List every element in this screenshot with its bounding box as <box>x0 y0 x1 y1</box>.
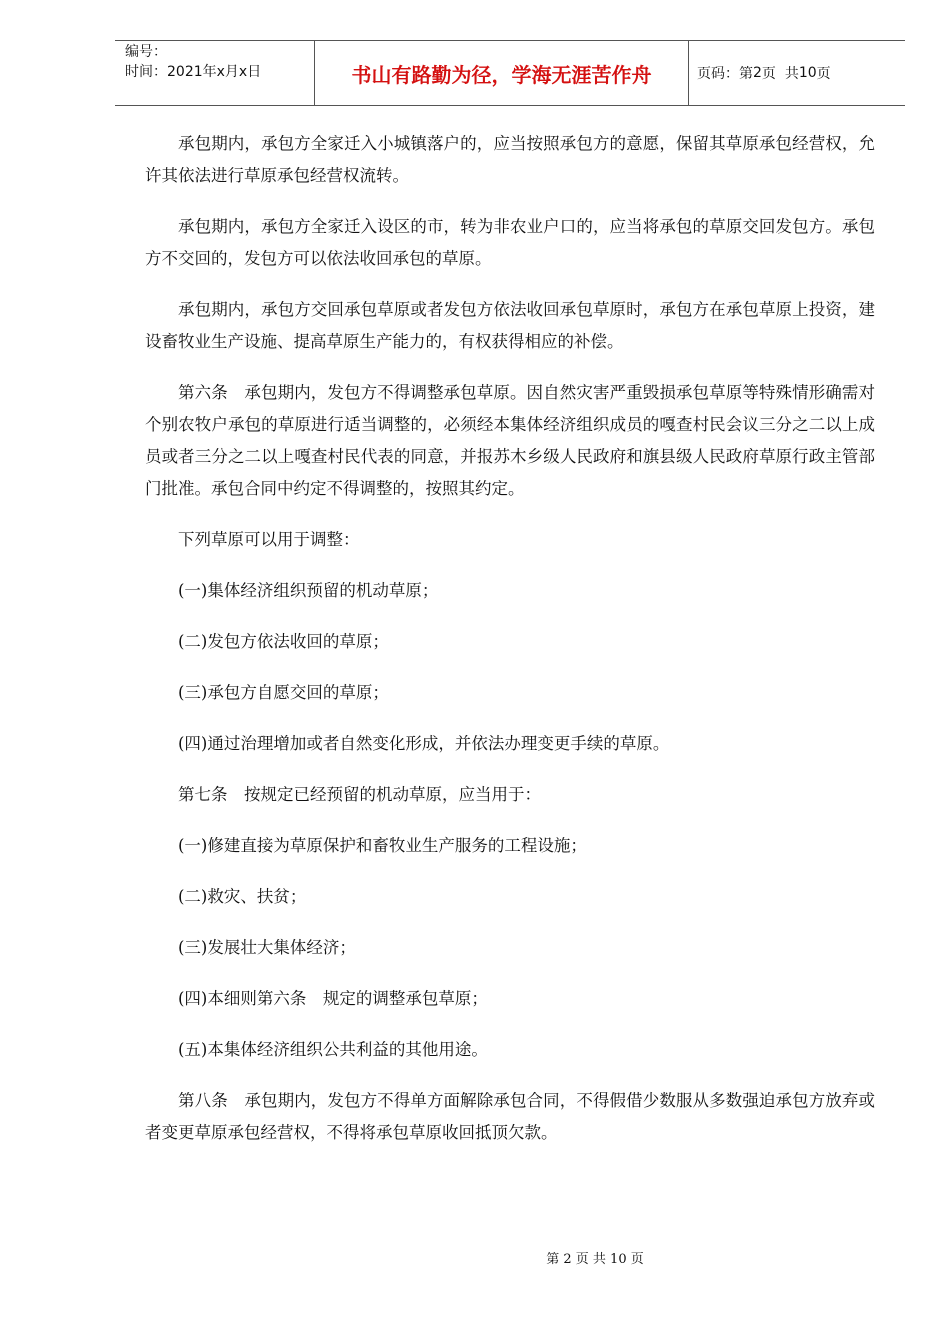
header-motto: 书山有路勤为径，学海无涯苦作舟 <box>315 41 689 105</box>
header-meta <box>115 41 315 105</box>
list-item: (二)救灾、扶贫； <box>178 887 307 906</box>
article-eight: 第八条 承包期内，发包方不得单方面解除承包合同，不得假借少数服从多数强迫承包方放弃或者变更草原承包经营权，不得将承包草原收回抵顶欠款。 <box>145 1091 875 1142</box>
document-time-label: 时间：2021年x月x日 <box>125 64 262 80</box>
document-body <box>145 128 875 1168</box>
list-item: (一)集体经济组织预留的机动草原； <box>178 581 439 600</box>
paragraph: 承包期内，承包方全家迁入设区的市，转为非农业户口的，应当将承包的草原交回发包方。承包方不交回的，发包方可以依法收回承包的草原。 <box>145 217 875 268</box>
article-six: 第六条 承包期内，发包方不得调整承包草原。因自然灾害严重毁损承包草原等特殊情形确需对个别农牧户承包的草原进行适当调整的，必须经本集体经济组织成员的嘎查村民会议三分之二以上成员或者三分之二以上嘎查村民代表的同意，并报苏木乡级人民政府和旗县级人民政府草原行政主管部门批准。承包合同中约定不得调整的，按照其约定。 <box>145 383 875 498</box>
page-label-mid: 页 共 <box>761 66 799 82</box>
paragraph: 承包期内，承包方交回承包草原或者发包方依法收回承包草原时，承包方在承包草原上投资，建设畜牧业生产设施、提高草原生产能力的，有权获得相应的补偿。 <box>145 300 875 351</box>
header-page-info <box>689 41 905 105</box>
paragraph: 承包期内，承包方全家迁入小城镇落户的，应当按照承包方的意愿，保留其草原承包经营权，允许其依法进行草原承包经营权流转。 <box>145 134 875 185</box>
list-item: (五)本集体经济组织公共利益的其他用途。 <box>178 1040 488 1059</box>
page-footer: 第 2 页 共 10 页 <box>546 1252 644 1267</box>
list-item: (二)发包方依法收回的草原； <box>178 632 389 651</box>
page-label-suffix: 页 <box>816 66 831 82</box>
list-item: (三)发展壮大集体经济； <box>178 938 356 957</box>
list-item: (四)本细则第六条 规定的调整承包草原； <box>178 989 488 1008</box>
page-total: 10 <box>798 65 817 81</box>
page-current: 2 <box>753 65 762 81</box>
page-label-prefix: 页码：第 <box>697 66 753 82</box>
document-number-label: 编号： <box>125 44 167 60</box>
list-item: (三)承包方自愿交回的草原； <box>178 683 389 702</box>
list-item: (一)修建直接为草原保护和畜牧业生产服务的工程设施； <box>178 836 587 855</box>
page-header <box>115 40 905 106</box>
list-item: (四)通过治理增加或者自然变化形成，并依法办理变更手续的草原。 <box>178 734 670 753</box>
paragraph: 下列草原可以用于调整： <box>178 530 360 549</box>
article-seven: 第七条 按规定已经预留的机动草原，应当用于： <box>178 785 541 804</box>
